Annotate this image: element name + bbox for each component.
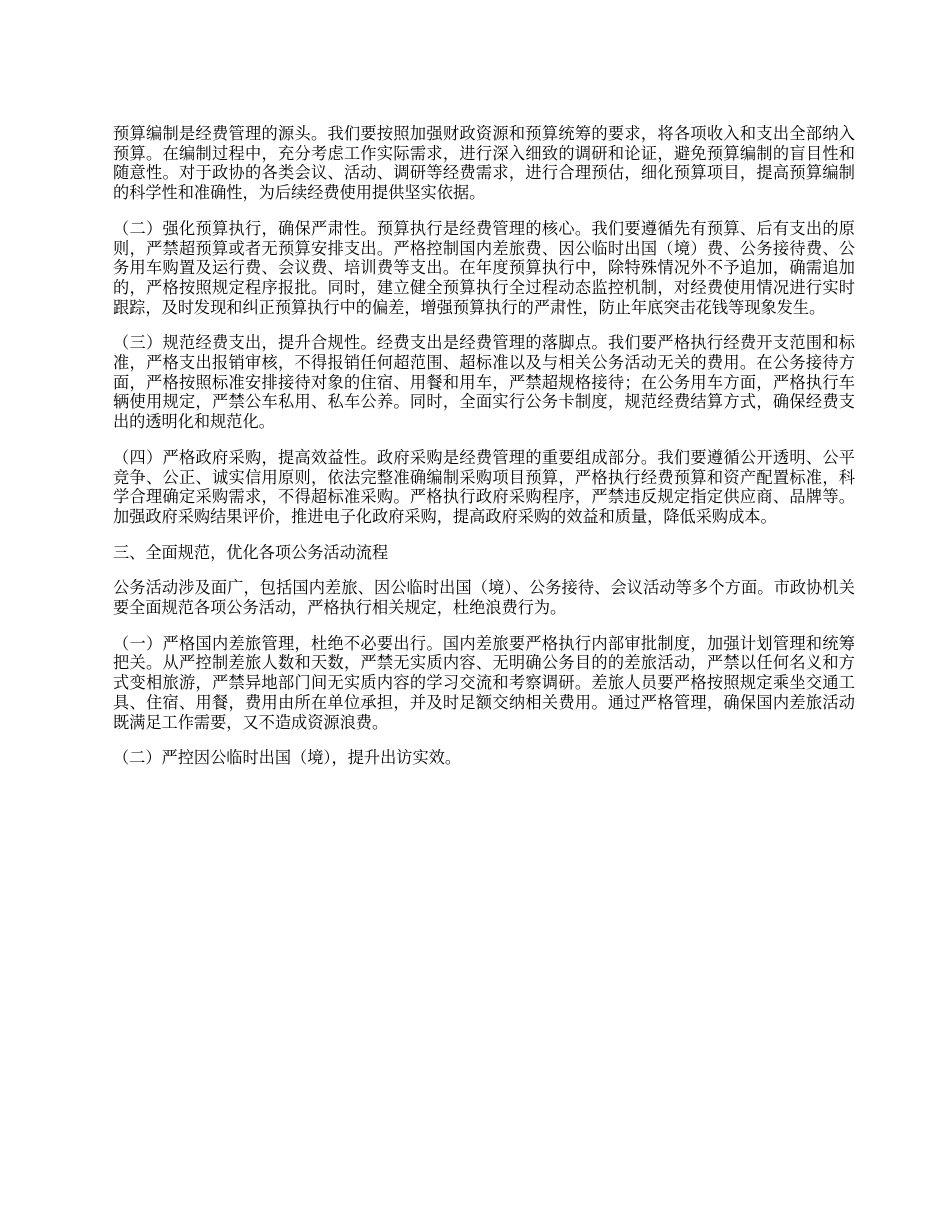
paragraph-government-procurement: （四）严格政府采购，提高效益性。政府采购是经费管理的重要组成部分。我们要遵循公开透明、公平竞争、公正、诚实信用原则，依法完整准确编制采购项目预算，严格执行经费预算和资产配置标准，科学合理确定采购需求，不得超标准采购。严格执行政府采购程序，严禁违反规定指定供应商、品牌等。加强政府采购结果评价，推进电子化政府采购，提高政府采购的效益和质量，降低采购成本。: [113, 447, 855, 526]
document-page: [113, 124, 855, 784]
paragraph-budget-execution: （二）强化预算执行，确保严肃性。预算执行是经费管理的核心。我们要遵循先有预算、后有支出的原则，严禁超预算或者无预算安排支出。严格控制国内差旅费、因公临时出国（境）费、公务接待费、公务用车购置及运行费、会议费、培训费等支出。在年度预算执行中，除特殊情况外不予追加，确需追加的，严格按照规定程序报批。同时，建立健全预算执行全过程动态监控机制，对经费使用情况进行实时跟踪，及时发现和纠正预算执行中的偏差，增强预算执行的严肃性，防止年底突击花钱等现象发生。: [113, 218, 855, 317]
paragraph-official-activities-intro: 公务活动涉及面广，包括国内差旅、因公临时出国（境）、公务接待、会议活动等多个方面。市政协机关要全面规范各项公务活动，严格执行相关规定，杜绝浪费行为。: [113, 578, 855, 618]
paragraph-expenditure-standards: （三）规范经费支出，提升合规性。经费支出是经费管理的落脚点。我们要严格执行经费开支范围和标准，严格支出报销审核，不得报销任何超范围、超标准以及与相关公务活动无关的费用。在公务接待方面，严格按照标准安排接待对象的住宿、用餐和用车，严禁超规格接待；在公务用车方面，严格执行车辆使用规定，严禁公车私用、私车公养。同时，全面实行公务卡制度，规范经费结算方式，确保经费支出的透明化和规范化。: [113, 333, 855, 432]
paragraph-domestic-travel: （一）严格国内差旅管理，杜绝不必要出行。国内差旅要严格执行内部审批制度，加强计划管理和统筹把关。从严控制差旅人数和天数，严禁无实质内容、无明确公务目的的差旅活动，严禁以任何名义和方式变相旅游，严禁异地部门间无实质内容的学习交流和考察调研。差旅人员要严格按照规定乘坐交通工具、住宿、用餐，费用由所在单位承担，并及时足额交纳相关费用。通过严格管理，确保国内差旅活动既满足工作需要，又不造成资源浪费。: [113, 633, 855, 732]
paragraph-overseas-visits: （二）严控因公临时出国（境），提升出访实效。: [113, 748, 462, 768]
paragraph-budget-compilation: 预算编制是经费管理的源头。我们要按照加强财政资源和预算统筹的要求，将各项收入和支出全部纳入预算。在编制过程中，充分考虑工作实际需求，进行深入细致的调研和论证，避免预算编制的盲目性和随意性。对于政协的各类会议、活动、调研等经费需求，进行合理预估，细化预算项目，提高预算编制的科学性和准确性，为后续经费使用提供坚实依据。: [113, 124, 855, 203]
section-heading-official-activities: 三、全面规范，优化各项公务活动流程: [113, 542, 389, 562]
